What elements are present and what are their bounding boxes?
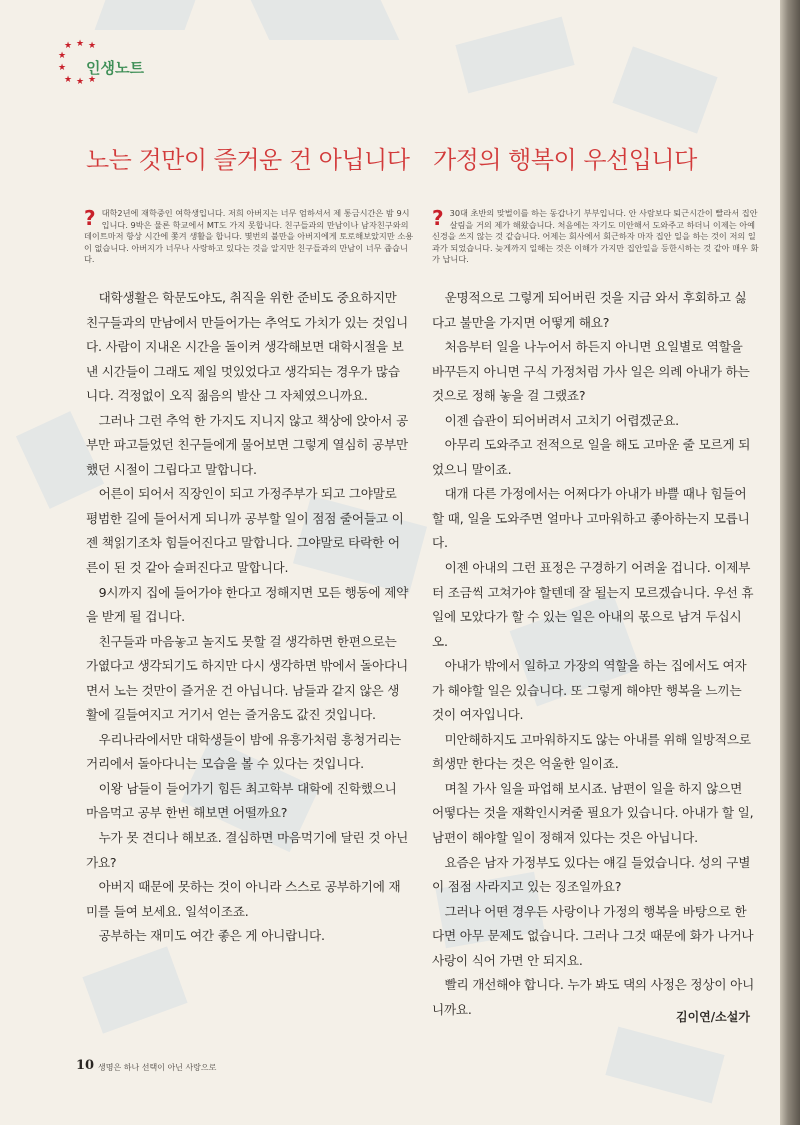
star-icon: ★ <box>64 75 73 85</box>
question-mark-icon: ? <box>84 206 96 230</box>
author-signature: 김이연/소설가 <box>676 1010 750 1024</box>
paragraph: 미안해하지도 고마워하지도 않는 아내를 위해 일방적으로 희생만 한다는 것은 억울한 일이죠. <box>432 731 751 772</box>
star-icon: ★ <box>58 51 67 61</box>
left-intro-text: 대학2년에 재학중인 여학생입니다. 저희 아버지는 너무 엄하셔서 제 통금시간은 밤 9시입니다. 9박은 물론 학교에서 MT도 가지 못합니다. 친구들과의 만남이나 남자친구와의 데이트마저 항상 시간에 쫓겨 생활을 합니다. 몇번의 불만을 아버지에게 토로해보았지만 소용이 없습니다. 아버지가 너무나 사랑하고 있다는 것을 알지만 친구들과의 만남이 너무 줍습니다. <box>84 208 414 264</box>
paragraph: 누가 못 견디나 해보죠. 결심하면 마음먹기에 달린 것 아닌가요? <box>86 830 409 870</box>
right-column-intro <box>432 208 760 266</box>
right-intro-text: 30대 초반의 맞벌이를 하는 동갑나기 부부입니다. 안 사람보다 퇴근시간이 빨라서 집안 살림을 거의 제가 해왔습니다. 처음에는 자기도 미안해서 도와주고 하더니 이제는 아예 신경을 쓰지 않는 것 같습니다. 어제는 회사에서 회근하자 마자 집안 일을 하는 것이 저의 일과가 되었습니다. 늦게까지 일해는 것은 이해가 가지만 집안일을 등한시하는 것 같아 매우 화가 납니다. <box>432 208 759 264</box>
left-column-body <box>86 286 410 949</box>
background-decoration <box>95 0 196 30</box>
paragraph: 아내가 밖에서 일하고 가장의 역할을 하는 집에서도 여자가 해야할 일은 있습니다. 또 그렇게 해야만 행복을 느끼는 것이 여자입니다. <box>432 658 747 723</box>
star-icon: ★ <box>58 63 67 73</box>
star-icon: ★ <box>88 75 97 85</box>
paragraph: 운명적으로 그렇게 되어버린 것을 지금 와서 후회하고 싫다고 불만을 가지면 어떻게 해요? <box>432 290 747 330</box>
left-column-title: 노는 것만이 즐거운 건 아닙니다 <box>86 146 410 174</box>
background-decoration <box>455 17 574 94</box>
left-column-intro <box>84 208 414 266</box>
paragraph: 9시까지 집에 들어가야 한다고 정해지면 모든 행동에 제약을 받게 될 겁니다. <box>86 584 409 625</box>
right-column-body <box>432 286 756 1022</box>
section-tag: 인생노트 <box>86 59 144 77</box>
question-mark-icon: ? <box>432 206 444 230</box>
star-icon: ★ <box>76 77 85 87</box>
background-decoration <box>605 1027 724 1104</box>
paragraph: 그러나 그런 추억 한 가지도 지니지 않고 책상에 앉아서 공부만 파고들었던 친구들에게 물어보면 그렇게 열심히 공부만 했던 시절이 그립다고 말합니다. <box>86 412 409 477</box>
paragraph: 처음부터 일을 나누어서 하든지 아니면 요일별로 역할을 바꾸든지 아니면 구식 가정처럼 가사 일은 의례 아내가 하는 것으로 정해 놓을 걸 그랬죠? <box>432 339 750 404</box>
background-decoration <box>612 46 717 133</box>
paragraph: 이젠 아내의 그런 표정은 구경하기 어려울 겁니다. 이제부터 조금씩 고쳐가야 할텐데 잘 될는지 모르겠습니다. 우선 휴일에 모았다가 할 수 있는 일은 아내의 몫으로 남겨 두십시오. <box>432 560 754 649</box>
page-number: 10 <box>76 1058 95 1073</box>
paragraph: 친구들과 마음놓고 놀지도 못할 걸 생각하면 한편으로는 가엾다고 생각되기도 하지만 다시 생각하면 밖에서 돌아다니면서 노는 것만이 즐거운 건 아닙니다. 남들과 같지 않은 생활에 길들여지고 거기서 얻는 즐거움도 값진 것입니다. <box>86 633 408 723</box>
star-icon: ★ <box>64 41 73 51</box>
paragraph: 며칠 가사 일을 파업해 보시죠. 남편이 일을 하지 않으면 어떻다는 것을 재확인시켜줄 필요가 있습니다. 아내가 할 일, 남편이 해야할 일이 정해져 있다는 것은 아닙니다. <box>432 780 754 846</box>
paragraph: 어른이 되어서 직장인이 되고 가정주부가 되고 그야말로 평범한 길에 들어서게 되니까 공부할 일이 점점 줄어들고 이젠 책읽기조차 힘들어진다고 말합니다. 그야말로 타락한 어른이 된 것 같아 슬퍼진다고 말합니다. <box>86 486 404 576</box>
binding-edge <box>780 0 800 1125</box>
paragraph: 우리나라에서만 대학생들이 밤에 유흥가처럼 흥청거리는 거리에서 돌아다니는 모습을 볼 수 있다는 것입니다. <box>86 731 401 772</box>
paragraph: 아무리 도와주고 전적으로 일을 해도 고마운 줄 모르게 되었으니 말이죠. <box>432 437 751 477</box>
paragraph: 공부하는 재미도 여간 좋은 게 아니랍니다. <box>98 928 325 944</box>
paragraph: 아버지 때문에 못하는 것이 아니라 스스로 공부하기에 재미를 들여 보세요. 일석이조죠. <box>86 879 401 919</box>
paragraph: 요즘은 남자 가정부도 있다는 얘길 들었습니다. 성의 구별이 점점 사라지고 있는 징조일까요? <box>432 854 751 895</box>
paragraph: 그러나 어떤 경우든 사랑이나 가정의 행복을 바탕으로 한다면 아무 문제도 없습니다. 그러나 그것 때문에 화가 나거나 사랑이 식어 가면 안 되지요. <box>432 903 754 968</box>
background-decoration <box>82 946 187 1033</box>
right-column-title: 가정의 행복이 우선입니다 <box>433 146 697 174</box>
star-icon: ★ <box>76 39 85 49</box>
footer-slogan: 생명은 하나 선택이 아닌 사랑으로 <box>98 1063 217 1072</box>
paragraph: 빨리 개선해야 합니다. 누가 봐도 댁의 사정은 정상이 아니니까요. <box>432 977 755 1017</box>
background-decoration <box>251 0 400 40</box>
paragraph: 이왕 남들이 들어가기 힘든 최고학부 대학에 진학했으니 마음먹고 공부 한번 해보면 어떨까요? <box>86 780 397 821</box>
paragraph: 대개 다른 가정에서는 어쩌다가 아내가 바쁠 때나 힘들어 할 때, 일을 도와주면 얼마나 고마워하고 좋아하는지 모릅니다. <box>432 486 750 551</box>
star-icon: ★ <box>88 41 97 51</box>
paragraph: 대학생활은 학문도야도, 취직을 위한 준비도 중요하지만 친구들과의 만남에서 만들어가는 추억도 가치가 있는 것입니다. 사람이 지내온 시간을 돌이켜 생각해보면 대학시절을 보낸 시간들이 그래도 제일 멋있었다고 생각되는 경우가 많습니다. 걱정없이 오직 젊음의 발산 그 자체였으니까요. <box>86 290 408 404</box>
paragraph: 이젠 습관이 되어버려서 고치기 어렵겠군요. <box>444 412 679 428</box>
